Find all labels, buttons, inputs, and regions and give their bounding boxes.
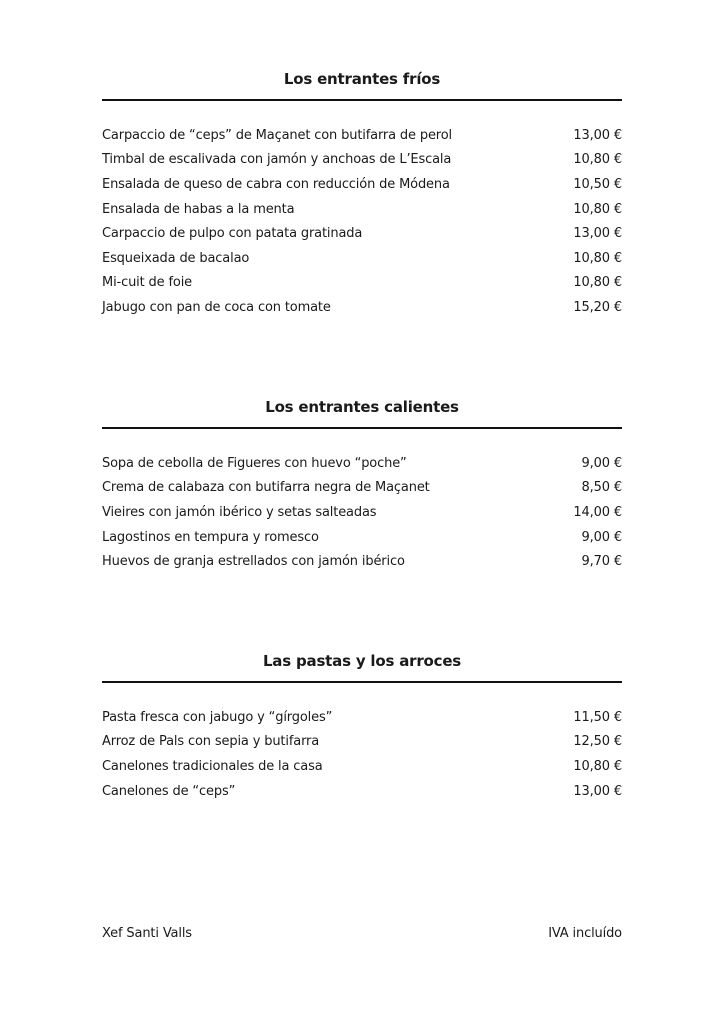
menu-item-price: 10,50 € — [573, 176, 622, 192]
menu-item — [102, 451, 622, 476]
menu-item — [102, 123, 622, 148]
menu-item — [102, 148, 622, 173]
section-entrantes-frios — [102, 68, 622, 320]
menu-item — [102, 705, 622, 730]
menu-item — [102, 730, 622, 755]
menu-item — [102, 779, 622, 804]
menu-item-list — [102, 451, 622, 574]
menu-item-name: Lagostinos en tempura y romesco — [102, 529, 319, 545]
menu-item — [102, 500, 622, 525]
menu-item-price: 13,00 € — [573, 783, 622, 799]
menu-item-list — [102, 123, 622, 320]
menu-item — [102, 246, 622, 271]
menu-item-list — [102, 705, 622, 803]
menu-item-price: 10,80 € — [573, 250, 622, 266]
menu-item-price: 9,70 € — [581, 554, 622, 570]
section-divider — [102, 681, 622, 683]
menu-item — [102, 549, 622, 574]
menu-item-name: Carpaccio de pulpo con patata gratinada — [102, 226, 363, 242]
menu-item-name: Esqueixada de bacalao — [102, 250, 250, 266]
chef-credit: Xef Santi Valls — [102, 926, 192, 941]
section-title: Los entrantes calientes — [265, 398, 459, 416]
section-title: Las pastas y los arroces — [262, 652, 462, 670]
menu-item-name: Canelones tradicionales de la casa — [102, 758, 323, 774]
menu-item-name: Carpaccio de “ceps” de Maçanet con butifarra de perol — [102, 127, 452, 143]
menu-item — [102, 525, 622, 550]
menu-item-name: Vieires con jamón ibérico y setas salteadas — [102, 504, 377, 520]
menu-item — [102, 476, 622, 501]
menu-item-name: Canelones de “ceps” — [102, 783, 236, 799]
menu-item-name: Jabugo con pan de coca con tomate — [102, 299, 331, 315]
menu-item-price: 13,00 € — [573, 127, 622, 143]
menu-item-name: Crema de calabaza con butifarra negra de Maçanet — [102, 480, 430, 496]
menu-item-name: Huevos de granja estrellados con jamón ibérico — [102, 554, 405, 570]
menu-item-name: Ensalada de habas a la menta — [102, 201, 295, 217]
menu-item-price: 9,00 € — [581, 455, 622, 471]
menu-item-price: 10,80 € — [573, 152, 622, 168]
menu-item-name: Sopa de cebolla de Figueres con huevo “poche” — [102, 455, 407, 471]
menu-item — [102, 754, 622, 779]
menu-item-price: 15,20 € — [573, 299, 622, 315]
menu-item-name: Mi-cuit de foie — [102, 275, 193, 291]
section-divider — [102, 427, 622, 429]
menu-item-price: 9,00 € — [581, 529, 622, 545]
menu-item — [102, 295, 622, 320]
menu-item — [102, 197, 622, 222]
section-title: Los entrantes fríos — [283, 70, 441, 88]
menu-item — [102, 221, 622, 246]
menu-item-price: 11,50 € — [573, 709, 622, 725]
menu-item-price: 12,50 € — [573, 734, 622, 750]
menu-item-price: 13,00 € — [573, 226, 622, 242]
menu-item-price: 10,80 € — [573, 758, 622, 774]
menu-item-price: 8,50 € — [581, 480, 622, 496]
menu-item — [102, 172, 622, 197]
menu-item-name: Timbal de escalivada con jamón y anchoas de L’Escala — [102, 152, 452, 168]
section-divider — [102, 99, 622, 101]
menu-item-price: 10,80 € — [573, 201, 622, 217]
menu-item-price: 14,00 € — [573, 504, 622, 520]
page-footer — [102, 926, 622, 941]
menu-item-name: Arroz de Pals con sepia y butifarra — [102, 734, 320, 750]
menu-item-name: Ensalada de queso de cabra con reducción de Módena — [102, 176, 450, 192]
menu-item — [102, 271, 622, 296]
tax-note: IVA incluído — [548, 926, 622, 941]
menu-item-price: 10,80 € — [573, 275, 622, 291]
section-pastas-arroces — [102, 650, 622, 803]
menu-item-name: Pasta fresca con jabugo y “gírgoles” — [102, 709, 333, 725]
section-entrantes-calientes — [102, 396, 622, 574]
